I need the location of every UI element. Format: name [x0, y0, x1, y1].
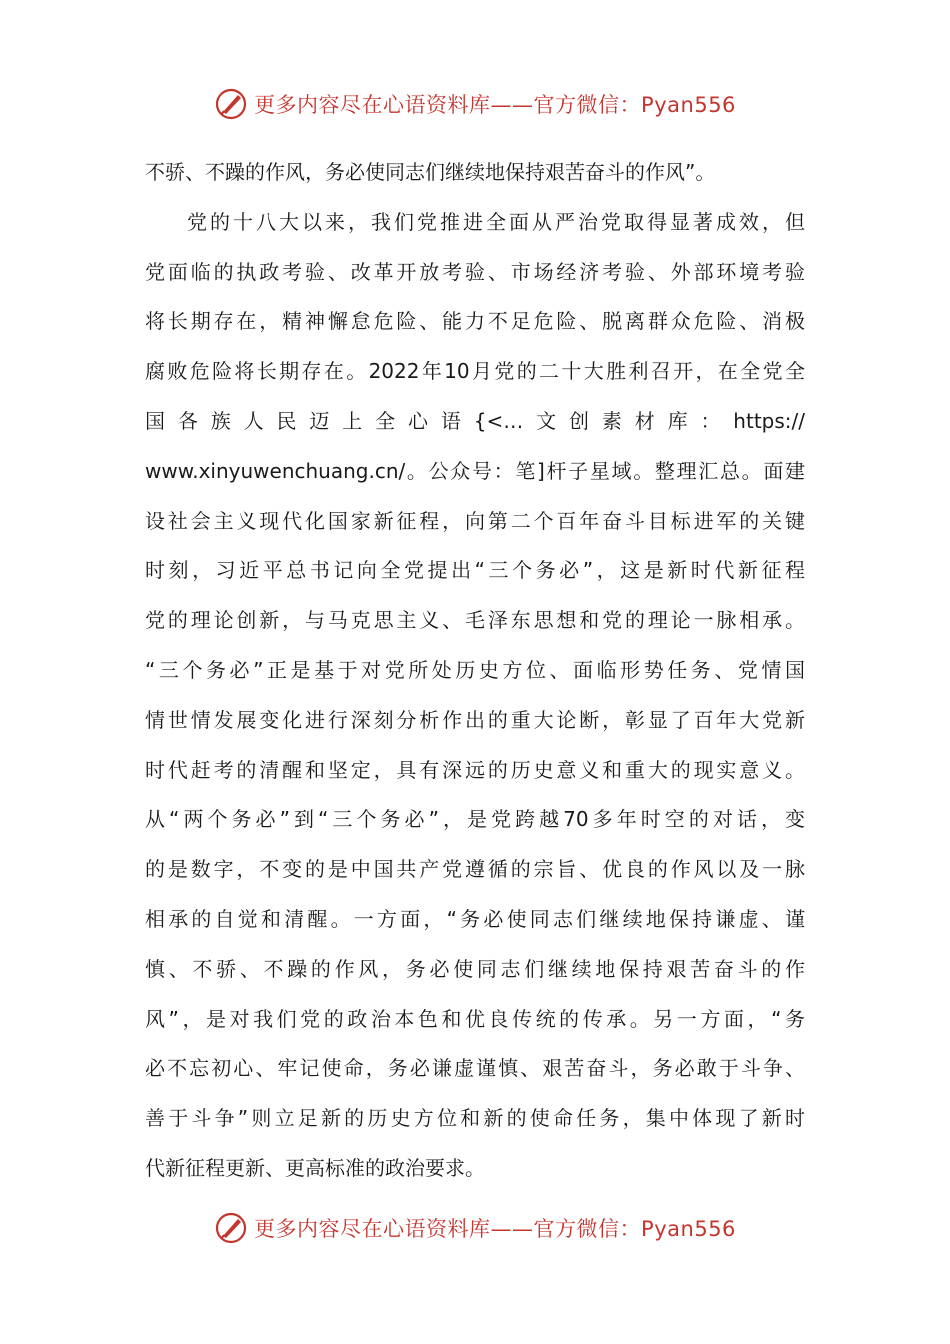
quill-pen-logo-icon — [214, 87, 248, 121]
paragraph-line: 腐败危险将长期存在。2022年10月党的二十大胜利召开，在全党全 — [145, 359, 805, 384]
paragraph-line: 从“两个务必”到“三个务必”，是党跨越70多年时空的对话，变 — [145, 807, 805, 832]
header-banner — [0, 84, 950, 124]
paragraph-line: 党面临的执政考验、改革开放考验、市场经济考验、外部环境考验 — [145, 259, 805, 284]
footer-banner — [0, 1208, 950, 1248]
paragraph-line: 时代赶考的清醒和坚定，具有深远的历史意义和重大的现实意义。 — [145, 757, 805, 782]
paragraph-line: 国各族人民迈上全心语{<…文创素材库：https:// — [145, 408, 805, 433]
paragraph-line: 相承的自觉和清醒。一方面，“务必使同志们继续地保持谦虚、谨 — [145, 906, 805, 931]
banner-text: 更多内容尽在心语资料库——官方微信：Pyan556 — [254, 1217, 736, 1241]
document-body — [145, 148, 805, 1194]
paragraph-line: www.xinyuwenchuang.cn/。公众号：笔]杆子星域。整理汇总。面建 — [145, 458, 805, 483]
paragraph-line: 设社会主义现代化国家新征程，向第二个百年奋斗目标进军的关键 — [145, 508, 805, 533]
paragraph-line: 党的十八大以来，我们党推进全面从严治党取得显著成效，但 — [187, 209, 805, 234]
paragraph-line: 善于斗争”则立足新的历史方位和新的使命任务，集中体现了新时 — [145, 1106, 805, 1131]
paragraph-line: 必不忘初心、牢记使命，务必谦虚谨慎、艰苦奋斗，务必敢于斗争、 — [145, 1056, 805, 1081]
paragraph-line: 将长期存在，精神懈怠危险、能力不足危险、脱离群众危险、消极 — [145, 309, 805, 334]
paragraph-line: 不骄、不躁的作风，务必使同志们继续地保持艰苦奋斗的作风”。 — [145, 160, 716, 184]
paragraph-line: 党的理论创新，与马克思主义、毛泽东思想和党的理论一脉相承。 — [145, 608, 805, 633]
paragraph-line: 风”，是对我们党的政治本色和优良传统的传承。另一方面，“务 — [145, 1006, 805, 1031]
paragraph-line: 慎、不骄、不躁的作风，务必使同志们继续地保持艰苦奋斗的作 — [145, 956, 805, 981]
paragraph-line: 代新征程更新、更高标准的政治要求。 — [145, 1155, 485, 1180]
paragraph-line: “三个务必”正是基于对党所处历史方位、面临形势任务、党情国 — [145, 657, 805, 682]
paragraph-line: 情世情发展变化进行深刻分析作出的重大论断，彰显了百年大党新 — [145, 707, 805, 732]
paragraph-line: 的是数字，不变的是中国共产党遵循的宗旨、优良的作风以及一脉 — [145, 857, 805, 882]
quill-pen-logo-icon — [214, 1211, 248, 1245]
banner-text: 更多内容尽在心语资料库——官方微信：Pyan556 — [254, 93, 736, 117]
paragraph-line: 时刻，习近平总书记向全党提出“三个务必”，这是新时代新征程 — [145, 558, 805, 583]
